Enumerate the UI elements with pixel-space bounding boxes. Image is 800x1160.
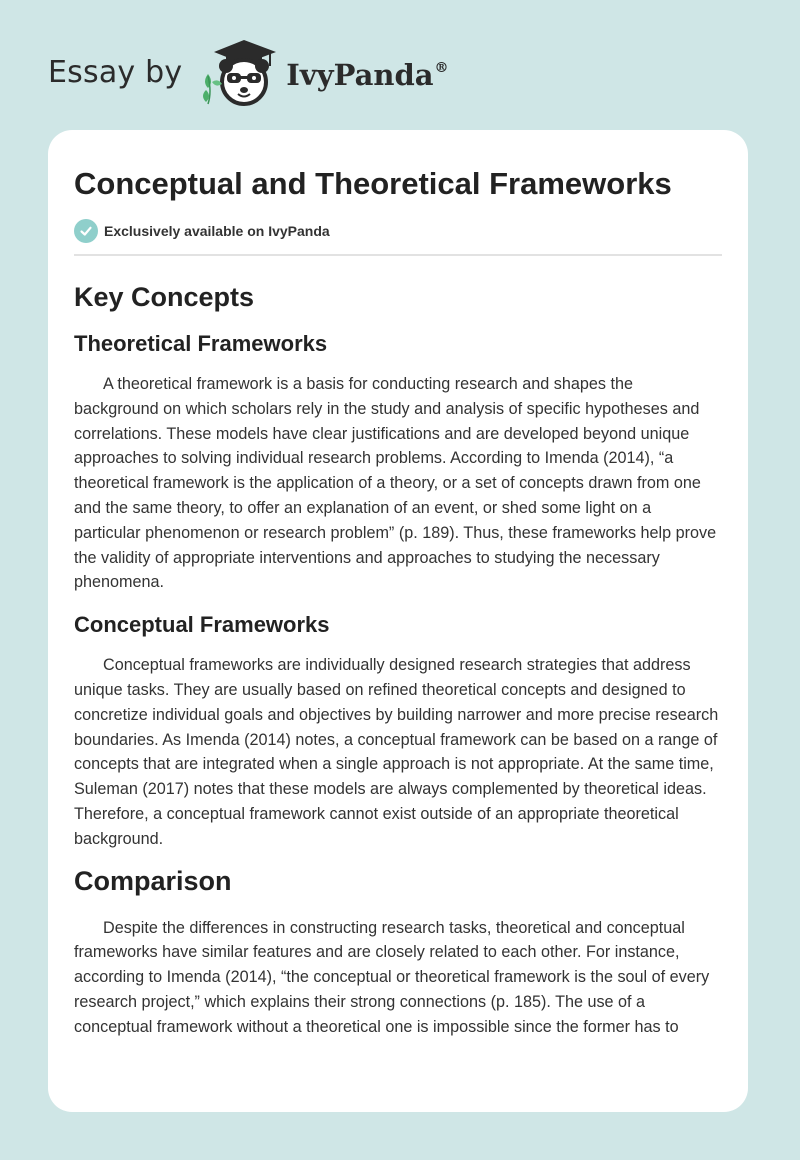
check-icon [74, 219, 98, 243]
brand-name [286, 58, 448, 92]
essay-card [48, 130, 748, 1112]
paragraph-conceptual: Conceptual frameworks are individually designed research strategies that address unique tasks. They are usually based on refined theoretical concepts and designed to concretize individual goals and objectives by building narrower and more precise research boundaries. As Imenda (2014) notes, a conceptual framework can be based on a range of concepts that are integrated when a single approach is not appropriate. At the same time, Suleman (2017) notes that these models are always complemented by theoretical ideas. Therefore, a conceptual framework cannot exist outside of an appropriate theoretical background. [74, 656, 719, 848]
title-divider [74, 254, 722, 256]
subsection-heading-theoretical: Theoretical Frameworks [74, 331, 328, 356]
brand-header [48, 36, 449, 108]
brand-name-text: IvyPanda [286, 58, 434, 92]
subsection-heading-conceptual: Conceptual Frameworks [74, 612, 330, 638]
registered-mark: ® [434, 60, 449, 76]
section-heading-key-concepts: Key Concepts [74, 282, 255, 312]
essay-title: Conceptual and Theoretical Frameworks [74, 166, 672, 201]
ivypanda-logo-icon[interactable] [196, 36, 282, 108]
exclusive-badge [74, 218, 722, 244]
section-heading-comparison: Comparison [74, 865, 232, 896]
brand-prefix: Essay by [48, 54, 183, 90]
paragraph-theoretical: A theoretical framework is a basis for conducting research and shapes the background on which scholars rely in the study and analysis of specific hypotheses and correlations. These models have clear justifications and are developed beyond unique approaches to solving individual research problems. According to Imenda (2014), “a theoretical framework is the application of a theory, or a set of concepts drawn from one and the same theory, to offer an explanation of an event, or shed some light on a particular phenomenon or research problem” (p. 189). Thus, these frameworks help prove the validity of appropriate interventions and approaches to studying the necessary phenomena. [74, 375, 717, 592]
exclusive-badge-text: Exclusively available on IvyPanda [104, 223, 330, 239]
paragraph-comparison: Despite the differences in constructing research tasks, theoretical and conceptual frameworks have similar features and are closely related to each other. For instance, according to Imenda (2014), “the conceptual or theoretical framework is the soul of every research project,” which explains their strong connections (p. 185). The use of a conceptual framework without a theoretical one is impossible since the former has to [74, 918, 710, 1036]
